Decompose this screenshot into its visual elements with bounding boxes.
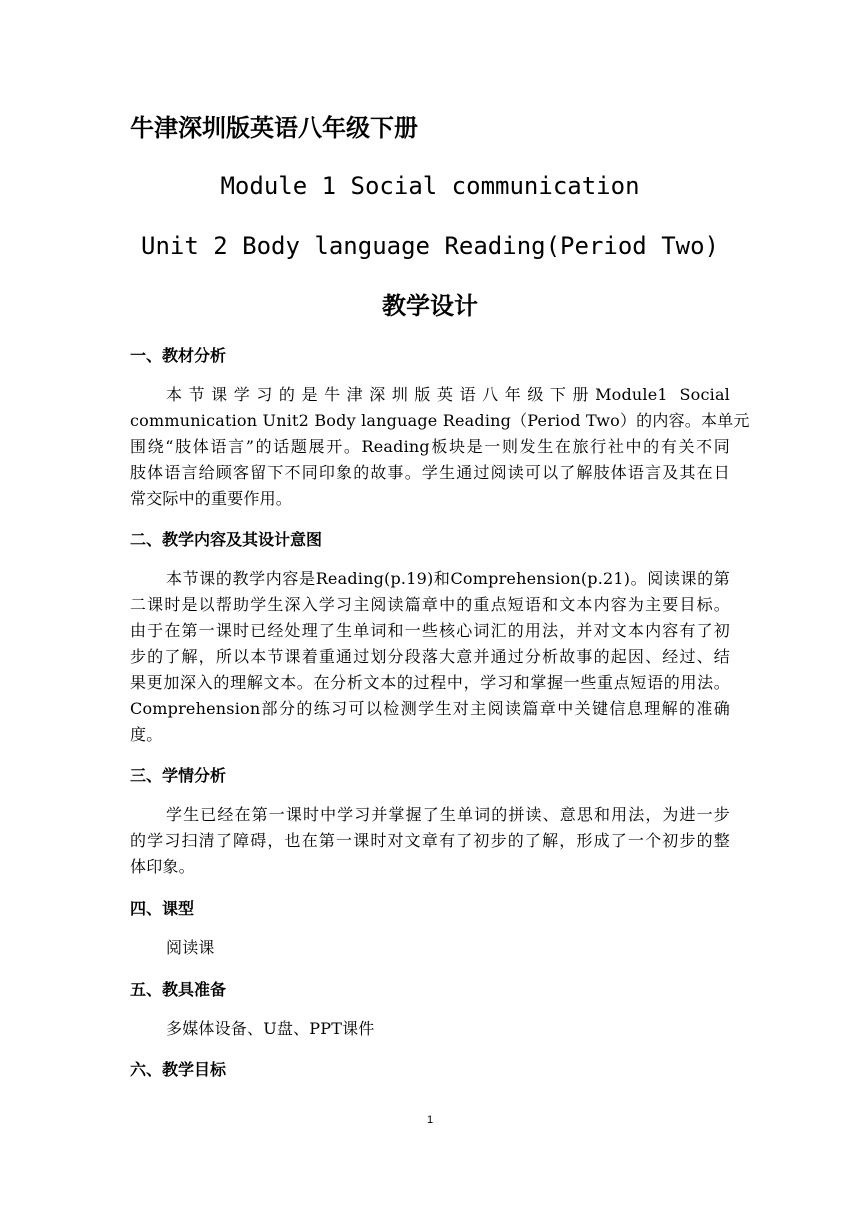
document-title: 牛津深圳版英语八年级下册 <box>130 114 418 142</box>
paragraph-line: 二课时是以帮助学生深入学习主阅读篇章中的重点短语和文本内容为主要目标。 <box>130 595 730 614</box>
paragraph-line: Comprehension部分的练习可以检测学生对主阅读篇章中关键信息理解的准确 <box>130 699 730 718</box>
design-title: 教学设计 <box>382 292 478 320</box>
paragraph-line: 果更加深入的理解文本。在分析文本的过程中，学习和掌握一些重点短语的用法。 <box>130 673 730 692</box>
paragraph-line: 本节课学习的是牛津深圳版英语八年级下册Module1 Social <box>166 385 730 404</box>
paragraph-line: 的学习扫清了障碍，也在第一课时对文章有了初步的了解，形成了一个初步的整 <box>130 831 730 850</box>
paragraph-line: 本节课的教学内容是Reading(p.19)和Comprehension(p.21)。阅读课的第 <box>166 569 730 588</box>
paragraph-line: 度。 <box>130 725 163 744</box>
page-number: 1 <box>426 1114 434 1126</box>
unit-title: Unit 2 Body language Reading(Period Two) <box>141 232 719 260</box>
section-heading-5: 五、教具准备 <box>130 980 227 999</box>
section-heading-2: 二、教学内容及其设计意图 <box>130 530 323 549</box>
paragraph-line: 由于在第一课时已经处理了生单词和一些核心词汇的用法，并对文本内容有了初 <box>130 621 730 640</box>
paragraph-line: communication Unit2 Body language Reading（Period Two）的内容。本单元 <box>130 411 750 430</box>
section-heading-6: 六、教学目标 <box>130 1060 227 1079</box>
paragraph-line: 步的了解，所以本节课着重通过划分段落大意并通过分析故事的起因、经过、结 <box>130 647 730 666</box>
paragraph-line: 肢体语言给顾客留下不同印象的故事。学生通过阅读可以了解肢体语言及其在日 <box>130 463 730 482</box>
lesson-type-text: 阅读课 <box>166 938 215 957</box>
module-title: Module 1 Social communication <box>220 172 640 200</box>
teaching-aids-text: 多媒体设备、U盘、PPT课件 <box>166 1019 375 1038</box>
paragraph-line: 围绕“肢体语言”的话题展开。Reading板块是一则发生在旅行社中的有关不同 <box>130 437 730 456</box>
paragraph-line: 体印象。 <box>130 857 195 876</box>
section-heading-1: 一、教材分析 <box>130 346 227 365</box>
paragraph-line: 学生已经在第一课时中学习并掌握了生单词的拼读、意思和用法，为进一步 <box>166 805 730 824</box>
section-heading-3: 三、学情分析 <box>130 766 227 785</box>
paragraph-line: 常交际中的重要作用。 <box>130 489 293 508</box>
section-heading-4: 四、课型 <box>130 899 195 918</box>
